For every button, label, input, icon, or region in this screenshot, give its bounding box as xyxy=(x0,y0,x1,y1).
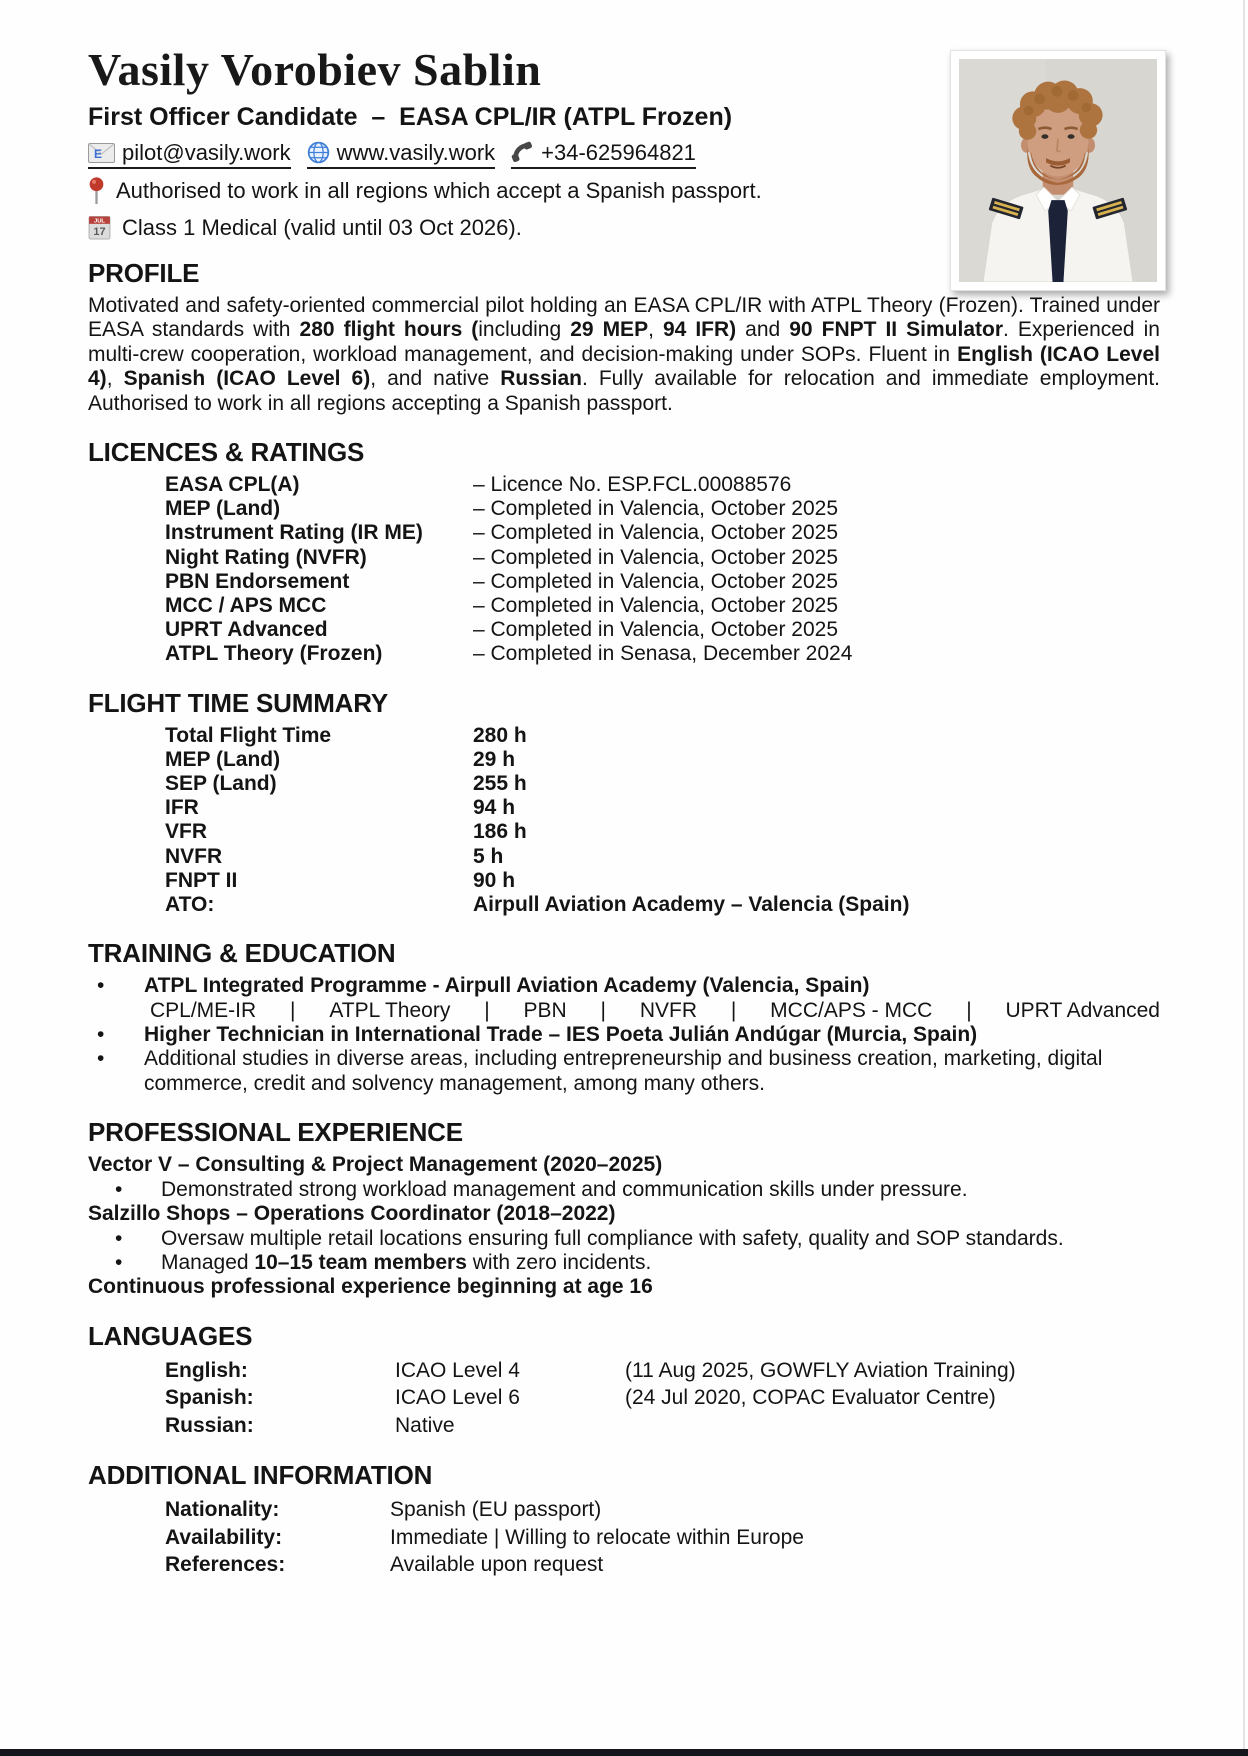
language-level: ICAO Level 6 xyxy=(395,1386,520,1410)
text-segment: Russian xyxy=(500,367,582,391)
text-segment: Managed xyxy=(161,1250,255,1274)
language-row xyxy=(88,1384,1160,1412)
profile-photo xyxy=(950,50,1166,291)
experience-bullet-text xyxy=(161,1251,1160,1275)
profile-paragraph xyxy=(88,294,1160,417)
flight-label: NVFR xyxy=(165,844,223,868)
licence-label: MEP (Land) xyxy=(165,497,281,521)
flight-row xyxy=(88,796,1160,820)
training-bullet xyxy=(88,1023,1160,1047)
text-segment: and xyxy=(736,318,790,342)
language-row xyxy=(88,1412,1160,1440)
flight-value: Airpull Aviation Academy – Valencia (Spain) xyxy=(473,893,910,917)
language-note xyxy=(625,1412,1160,1440)
text-segment: Spanish (ICAO Level 6) xyxy=(123,367,371,391)
licence-row xyxy=(88,521,1160,545)
licence-value: – Completed in Valencia, October 2025 xyxy=(473,497,838,521)
additional-section-title: ADDITIONAL INFORMATION xyxy=(88,1460,433,1491)
language-label: Russian: xyxy=(165,1413,254,1437)
training-modules-row xyxy=(150,999,1160,1023)
info-text: Class 1 Medical (valid until 03 Oct 2026). xyxy=(122,214,522,240)
training-module: MCC/APS - MCC xyxy=(770,998,933,1022)
flight-row xyxy=(88,893,1160,917)
flight-value: 280 h xyxy=(473,723,527,747)
language-label: English: xyxy=(165,1358,248,1382)
text-segment: 10–15 team members xyxy=(254,1250,467,1274)
additional-value: Available upon request xyxy=(390,1553,604,1577)
training-module: PBN xyxy=(523,998,567,1022)
bullet-dot: • xyxy=(115,1177,123,1201)
bullet-dot: • xyxy=(97,1023,105,1047)
flight-label: VFR xyxy=(165,820,207,844)
pipe-separator: | xyxy=(730,998,737,1022)
language-note: (24 Jul 2020, COPAC Evaluator Centre) xyxy=(625,1386,996,1410)
licence-row xyxy=(88,546,1160,570)
licences-list xyxy=(88,473,1160,667)
experience-bullet xyxy=(88,1251,1160,1275)
globe-icon xyxy=(307,141,330,164)
text-segment: , xyxy=(106,367,124,391)
email-link[interactable] xyxy=(88,140,291,169)
text-segment: ATPL Integrated Programme - Airpull Aviation Academy (Valencia, Spain) xyxy=(144,974,870,998)
training-module: ATPL Theory xyxy=(329,998,451,1022)
flight-value: 255 h xyxy=(473,772,527,796)
flight-value: 29 h xyxy=(473,747,516,771)
licence-value: – Completed in Senasa, December 2024 xyxy=(473,642,853,666)
flight-row xyxy=(88,724,1160,748)
website-link[interactable] xyxy=(307,140,496,169)
experience-title: Vector V – Consulting & Project Management (2020–2025) xyxy=(88,1153,663,1177)
pilot-headshot-image xyxy=(959,59,1157,282)
bullet-dot: • xyxy=(97,974,105,998)
language-note: (11 Aug 2025, GOWFLY Aviation Training) xyxy=(625,1358,1016,1382)
licence-row xyxy=(88,618,1160,642)
licence-value: – Completed in Valencia, October 2025 xyxy=(473,594,838,618)
text-segment: including xyxy=(478,318,571,342)
contact-text: pilot@vasily.work xyxy=(122,139,291,165)
experience-bullet-text xyxy=(161,1227,1160,1251)
text-segment: . Fully available for relocation and immediate employment. Authorised to work in all regions accepting a Spanish passport. xyxy=(88,367,1160,415)
flight-value: 5 h xyxy=(473,844,504,868)
flight-label: SEP (Land) xyxy=(165,772,277,796)
flight-value: 186 h xyxy=(473,820,527,844)
licence-label: Night Rating (NVFR) xyxy=(165,545,367,569)
flight-row xyxy=(88,869,1160,893)
email-icon xyxy=(88,143,115,163)
experience-footer: Continuous professional experience beginning at age 16 xyxy=(88,1275,653,1299)
licence-value: – Completed in Valencia, October 2025 xyxy=(473,521,838,545)
experience-bullet xyxy=(88,1178,1160,1202)
calendar-icon xyxy=(88,215,111,240)
flight-value: 90 h xyxy=(473,868,516,892)
flight-row xyxy=(88,772,1160,796)
bullet-dot: • xyxy=(115,1226,123,1250)
text-segment: 94 IFR) xyxy=(662,318,737,342)
licence-value: – Completed in Valencia, October 2025 xyxy=(473,545,838,569)
additional-value: Spanish (EU passport) xyxy=(390,1498,602,1522)
svg-text:JUL: JUL xyxy=(93,218,106,225)
text-segment: , xyxy=(648,318,663,342)
svg-text:E: E xyxy=(94,146,103,161)
text-segment: 280 flight hours ( xyxy=(299,318,479,342)
licence-label: UPRT Advanced xyxy=(165,618,328,642)
training-module: UPRT Advanced xyxy=(1005,998,1160,1022)
text-segment: English (ICAO Level 4) xyxy=(88,342,1160,391)
text-segment: Additional studies in diverse areas, including entrepreneurship and business creation, marketing, digital commerce, credit and solvency management, among many others. xyxy=(144,1047,1103,1095)
experience-title: Salzillo Shops – Operations Coordinator (2018–2022) xyxy=(88,1202,616,1226)
flight-label: MEP (Land) xyxy=(165,747,281,771)
licences-section-title: LICENCES & RATINGS xyxy=(88,437,365,468)
language-row xyxy=(88,1357,1160,1385)
training-list xyxy=(88,974,1160,1096)
flight-row xyxy=(88,845,1160,869)
additional-info-list xyxy=(88,1496,1160,1579)
training-bullet xyxy=(88,974,1160,998)
text-segment: . Experienced in multi-crew cooperation, workload management, and decision-making under SOPs. Fluent in xyxy=(88,318,1160,366)
experience-bullet-text xyxy=(161,1178,1160,1202)
experience-bullet xyxy=(88,1227,1160,1251)
pipe-separator: | xyxy=(290,998,296,1022)
experience-list xyxy=(88,1153,1160,1275)
additional-row xyxy=(88,1524,1160,1552)
languages-section-title: LANGUAGES xyxy=(88,1320,253,1351)
flight-label: ATO: xyxy=(165,893,215,917)
flight-time-list xyxy=(88,724,1160,918)
text-segment: 29 MEP xyxy=(570,318,649,342)
licence-row xyxy=(88,642,1160,666)
flight-value: 94 h xyxy=(473,796,516,820)
licence-row xyxy=(88,570,1160,594)
language-label: Spanish: xyxy=(165,1386,254,1410)
training-bullet xyxy=(88,1047,1160,1096)
licence-row xyxy=(88,594,1160,618)
additional-value: Immediate | Willing to relocate within Europe xyxy=(390,1525,804,1549)
bullet-dot: • xyxy=(97,1047,105,1071)
training-module: NVFR xyxy=(639,998,698,1022)
additional-row xyxy=(88,1496,1160,1524)
pipe-separator: | xyxy=(484,998,490,1022)
window-right-edge xyxy=(1243,0,1245,1756)
candidate-name: Vasily Vorobiev Sablin xyxy=(88,44,542,95)
text-segment: Motivated and safety-oriented commercial pilot holding an EASA CPL/IR with ATPL Theory (Frozen). Trained under EASA standards with xyxy=(88,293,1160,342)
training-bullet-text xyxy=(144,1023,1160,1047)
flight-label: IFR xyxy=(165,796,199,820)
languages-list xyxy=(88,1357,1160,1440)
licence-label: EASA CPL(A) xyxy=(165,473,300,497)
training-section-title: TRAINING & EDUCATION xyxy=(88,938,396,969)
flight-row xyxy=(88,820,1160,844)
licence-label: MCC / APS MCC xyxy=(165,594,327,618)
text-segment: Demonstrated strong workload management and communication skills under pressure. xyxy=(161,1177,968,1201)
profile-section-title: PROFILE xyxy=(88,257,200,288)
licence-value: – Licence No. ESP.FCL.00088576 xyxy=(473,473,792,497)
licence-value: – Completed in Valencia, October 2025 xyxy=(473,618,838,642)
flight-label: Total Flight Time xyxy=(165,723,332,747)
training-bullet-text xyxy=(144,1047,1160,1096)
additional-label: References: xyxy=(165,1553,286,1577)
candidate-title: First Officer Candidate – EASA CPL/IR (ATPL Frozen) xyxy=(88,102,733,131)
flight-row xyxy=(88,748,1160,772)
pipe-separator: | xyxy=(600,998,606,1022)
bullet-dot: • xyxy=(115,1250,123,1274)
text-segment: Higher Technician in International Trade – IES Poeta Julián Andúgar (Murcia, Spain) xyxy=(144,1023,978,1047)
additional-row xyxy=(88,1551,1160,1579)
additional-label: Nationality: xyxy=(165,1498,280,1522)
svg-text:17: 17 xyxy=(93,226,106,239)
language-level: Native xyxy=(395,1413,455,1437)
licence-label: ATPL Theory (Frozen) xyxy=(165,642,383,666)
experience-section-title: PROFESSIONAL EXPERIENCE xyxy=(88,1117,463,1148)
training-bullet-text xyxy=(144,974,1160,998)
flight-section-title: FLIGHT TIME SUMMARY xyxy=(88,687,388,718)
language-level: ICAO Level 4 xyxy=(395,1358,520,1382)
licence-row xyxy=(88,473,1160,497)
contact-text: www.vasily.work xyxy=(336,139,496,165)
licence-label: PBN Endorsement xyxy=(165,569,350,593)
licence-value: – Completed in Valencia, October 2025 xyxy=(473,569,838,593)
licence-label: Instrument Rating (IR ME) xyxy=(165,521,423,545)
phone-icon xyxy=(511,141,534,164)
pin-icon xyxy=(88,177,105,205)
additional-label: Availability: xyxy=(165,1525,283,1549)
licence-row xyxy=(88,497,1160,521)
training-module: CPL/ME-IR xyxy=(150,998,257,1022)
text-segment: , and native xyxy=(370,367,501,391)
window-bottom-bar xyxy=(0,1749,1248,1756)
info-text: Authorised to work in all regions which accept a Spanish passport. xyxy=(116,177,762,203)
text-segment: Oversaw multiple retail locations ensuring full compliance with safety, quality and SOP standards. xyxy=(161,1226,1064,1250)
contact-text: +34-625964821 xyxy=(541,139,696,165)
flight-label: FNPT II xyxy=(165,868,238,892)
phone-link[interactable] xyxy=(511,140,696,169)
text-segment: with zero incidents. xyxy=(466,1250,652,1274)
text-segment: 90 FNPT II Simulator xyxy=(789,318,1004,342)
pipe-separator: | xyxy=(966,998,972,1022)
